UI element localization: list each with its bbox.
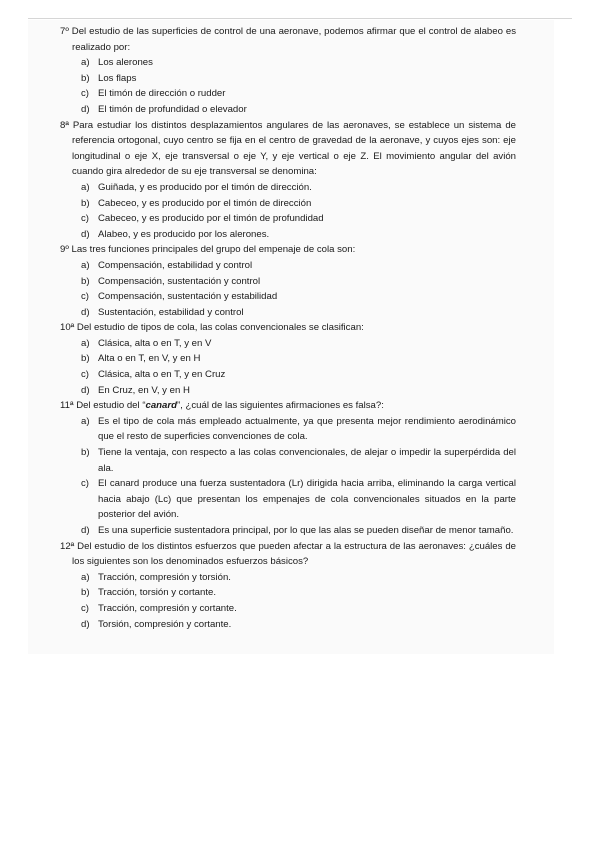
option-c[interactable] — [60, 211, 516, 227]
option-text: Los flaps — [98, 72, 137, 84]
option-text: El timón de dirección o rudder — [98, 88, 226, 100]
option-text: Torsión, compresión y cortante. — [98, 618, 232, 630]
question-10 — [60, 320, 516, 398]
option-b[interactable] — [60, 274, 516, 290]
option-c[interactable] — [60, 367, 516, 383]
option-b[interactable] — [60, 71, 516, 87]
question-text: Del estudio de los distintos esfuerzos que pueden afectar a la estructura de las aeronaves: ¿cuáles de los siguientes son los denominados esfuerzos básicos? — [72, 540, 516, 568]
option-c[interactable] — [60, 601, 516, 617]
question-11 — [60, 398, 516, 538]
option-text: Clásica, alta o en T, y en V — [98, 337, 212, 349]
question-number: 11ª — [60, 400, 74, 412]
question-9 — [60, 242, 516, 320]
question-number: 12ª — [60, 540, 75, 552]
option-a[interactable] — [60, 570, 516, 586]
option-letter: d) — [81, 618, 90, 630]
option-d[interactable] — [60, 523, 516, 539]
option-letter: a) — [81, 57, 90, 69]
option-a[interactable] — [60, 258, 516, 274]
option-text: Alta o en T, en V, y en H — [98, 353, 201, 365]
question-8 — [60, 118, 516, 243]
option-c[interactable] — [60, 86, 516, 102]
option-a[interactable] — [60, 336, 516, 352]
option-letter: a) — [81, 259, 90, 271]
option-letter: d) — [81, 384, 90, 396]
option-b[interactable] — [60, 351, 516, 367]
option-d[interactable] — [60, 102, 516, 118]
question-9-stem — [60, 242, 516, 258]
option-text: Cabeceo, y es producido por el timón de profundidad — [98, 213, 324, 225]
question-number: 7º — [60, 26, 69, 37]
option-text: En Cruz, en V, y en H — [98, 384, 190, 396]
option-list — [60, 258, 516, 320]
question-number: 8ª — [60, 119, 69, 131]
option-list — [60, 336, 516, 398]
option-list — [60, 180, 516, 242]
question-7-stem — [60, 24, 516, 55]
option-d[interactable] — [60, 305, 516, 321]
option-text: Tracción, compresión y torsión. — [98, 571, 231, 583]
question-12-stem — [60, 539, 516, 570]
option-a[interactable] — [60, 414, 516, 445]
question-text: Del estudio de las superficies de control de una aeronave, podemos afirmar que el control de alabeo es realizado por: — [71, 26, 516, 53]
option-text: Alabeo, y es producido por los alerones. — [98, 228, 270, 240]
question-list — [60, 24, 516, 632]
option-letter: c) — [81, 369, 89, 381]
question-10-stem — [60, 320, 516, 336]
option-letter: c) — [81, 88, 89, 100]
question-7 — [60, 24, 516, 118]
question-text-before: Del estudio del “ — [76, 400, 146, 412]
option-text: Sustentación, estabilidad y control — [98, 306, 244, 318]
option-letter: a) — [81, 337, 90, 349]
option-text: Tracción, compresión y cortante. — [98, 602, 237, 614]
option-letter: b) — [81, 72, 90, 84]
option-letter: a) — [81, 181, 90, 193]
option-b[interactable] — [60, 585, 516, 601]
option-letter: d) — [81, 306, 90, 318]
option-b[interactable] — [60, 445, 516, 476]
option-list — [60, 55, 516, 117]
question-emphasis: canard — [145, 400, 177, 412]
option-text: Cabeceo, y es producido por el timón de dirección — [98, 197, 312, 209]
question-number: 9º — [60, 244, 69, 256]
option-text: Es una superficie sustentadora principal, por lo que las alas se pueden diseñar de menor tamaño. — [98, 525, 514, 536]
option-letter: a) — [81, 571, 90, 583]
question-text: Del estudio de tipos de cola, las colas convencionales se clasifican: — [76, 322, 364, 334]
option-list — [60, 414, 516, 539]
option-a[interactable] — [60, 55, 516, 71]
option-text: Compensación, estabilidad y control — [98, 259, 253, 271]
option-letter: d) — [81, 525, 90, 536]
option-d[interactable] — [60, 227, 516, 243]
question-text: Las tres funciones principales del grupo del empenaje de cola son: — [71, 244, 356, 256]
question-text: Para estudiar los distintos desplazamientos angulares de las aeronaves, se establece un sistema de referencia ortogonal, cuyo centro se fija en el centro de gravedad de la aeronave, y cuyos ejes son: eje longitudinal o eje X, eje transversal o eje Y, y eje vertical o eje Z. El movimiento angular del avión cuando gira alrededor de su eje transversal se denomina: — [72, 119, 516, 178]
option-c[interactable] — [60, 289, 516, 305]
option-letter: b) — [81, 587, 90, 599]
option-d[interactable] — [60, 617, 516, 633]
option-text: Es el tipo de cola más empleado actualmente, ya que presenta mejor rendimiento aerodinámico que el resto de superficies convenciones de cola. — [98, 415, 516, 443]
question-8-stem — [60, 118, 516, 180]
question-11-stem — [60, 398, 516, 414]
option-text: Tiene la ventaja, con respecto a las colas convencionales, de alejar o impedir la superpérdida del ala. — [98, 447, 516, 474]
option-letter: b) — [81, 197, 90, 209]
option-text: Guiñada, y es producido por el timón de dirección. — [98, 181, 312, 193]
option-b[interactable] — [60, 196, 516, 212]
option-text: Los alerones — [98, 57, 153, 69]
option-letter: a) — [81, 415, 90, 427]
option-letter: d) — [81, 103, 90, 115]
option-c[interactable] — [60, 476, 516, 523]
option-text: El canard produce una fuerza sustentadora (Lr) dirigida hacia arriba, eliminando la carga vertical hacia abajo (Lc) que presentan los empenajes de cola convencionales situados en la parte posterior del avión. — [98, 478, 516, 521]
option-letter: b) — [81, 353, 90, 365]
option-list — [60, 570, 516, 632]
option-text: Compensación, sustentación y estabilidad — [98, 291, 278, 303]
question-12 — [60, 539, 516, 633]
header-rule — [28, 18, 572, 19]
question-number: 10ª — [60, 322, 75, 334]
option-d[interactable] — [60, 383, 516, 399]
option-letter: d) — [81, 228, 90, 240]
option-letter: c) — [81, 291, 89, 303]
option-letter: c) — [81, 478, 89, 490]
option-text: El timón de profundidad o elevador — [98, 103, 247, 115]
option-text: Compensación, sustentación y control — [98, 275, 261, 287]
option-letter: c) — [81, 602, 89, 614]
question-text-after: ”, ¿cuál de las siguientes afirmaciones es falsa?: — [176, 400, 384, 412]
option-text: Clásica, alta o en T, y en Cruz — [98, 369, 226, 381]
option-letter: c) — [81, 213, 89, 225]
option-letter: b) — [81, 447, 90, 459]
option-letter: b) — [81, 275, 90, 287]
option-text: Tracción, torsión y cortante. — [98, 587, 217, 599]
option-a[interactable] — [60, 180, 516, 196]
